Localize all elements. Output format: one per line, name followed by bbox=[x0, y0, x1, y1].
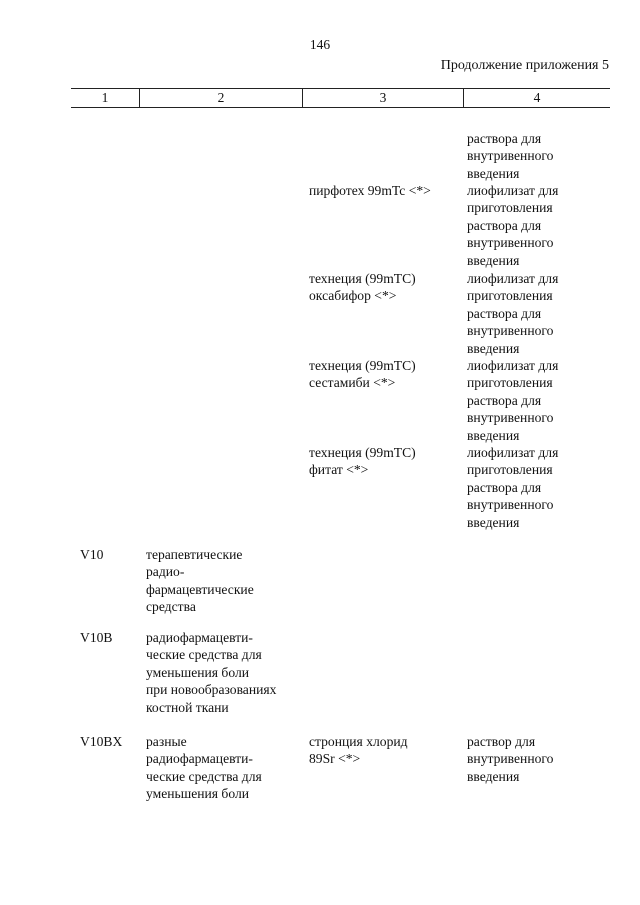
dosage-form: лиофилизат для приготовления раствора для внутривенного введения bbox=[467, 183, 559, 268]
dosage-form: лиофилизат для приготовления раствора для внутривенного введения bbox=[467, 271, 559, 356]
drug-name: технеция (99mTC) сестамиби <*> bbox=[309, 358, 416, 391]
continuation-title: Продолжение приложения 5 bbox=[440, 58, 609, 73]
dosage-form: раствор для внутривенного введения bbox=[467, 734, 554, 784]
atc-code: V10B bbox=[80, 630, 113, 645]
drug-name: стронция хлорид 89Sr <*> bbox=[309, 734, 408, 767]
table-header-row bbox=[71, 88, 610, 108]
atc-code: V10BX bbox=[80, 734, 123, 749]
column-header-2: 2 bbox=[139, 89, 302, 107]
drug-name: пирфотех 99mTc <*> bbox=[309, 183, 431, 198]
form-continued-text: раствора для внутривенного введения bbox=[467, 131, 554, 181]
column-header-3: 3 bbox=[302, 89, 463, 107]
page-number: 146 bbox=[309, 37, 331, 52]
dosage-form: лиофилизат для приготовления раствора для внутривенного введения bbox=[467, 358, 559, 443]
drug-name: технеция (99mTC) оксабифор <*> bbox=[309, 271, 416, 304]
column-header-4: 4 bbox=[463, 89, 610, 107]
atc-code: V10 bbox=[80, 547, 104, 562]
atc-group-name: радиофармацевти- ческие средства для уменьшения боли при новообразованиях костной ткани bbox=[146, 630, 277, 715]
atc-group-name: терапевтические радио- фармацевтические средства bbox=[146, 547, 254, 615]
atc-group-name: разные радиофармацевти- ческие средства для уменьшения боли bbox=[146, 734, 262, 802]
dosage-form: лиофилизат для приготовления раствора для внутривенного введения bbox=[467, 445, 559, 530]
drug-name: технеция (99mTC) фитат <*> bbox=[309, 445, 416, 478]
column-header-1: 1 bbox=[101, 90, 109, 105]
